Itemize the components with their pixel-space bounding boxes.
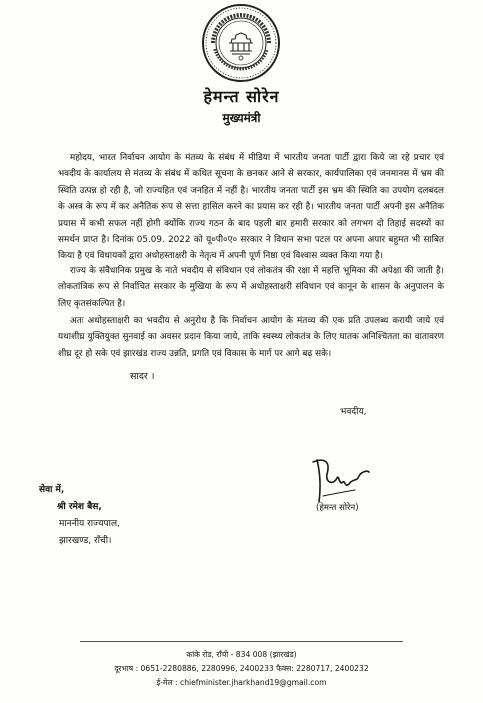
addressee-block [39, 482, 120, 550]
footer-phones: दूरभाष : 0651-2280886, 2280996, 2400233 फैक्स: 2280717, 2400232 [114, 664, 369, 673]
footer-address: कांके रोड, राँची - 834 008 (झारखंड) [186, 650, 297, 659]
addressee-name: श्री रमेश बैस, [57, 502, 102, 512]
state-emblem-logo [201, 3, 281, 83]
footer-divider [80, 641, 403, 642]
regards-text: सादर । [130, 371, 155, 382]
letterhead-name: हेमन्त सोरेन [203, 87, 280, 106]
letterhead-designation: मुख्यमंत्री [222, 111, 261, 125]
signer-name: (हेमन्त सोरेन) [316, 503, 359, 513]
body-paragraph-3: अतः अधोहस्ताक्षरी का भवदीय से अनुरोध है कि निर्वाचन आयोग के मंतव्य की एक प्रति उपलब्ध करायी जाये एवं यथाशीघ्र युक्तियुक्त सुनवाई का अवसर प्रदान किया जाये, ताकि स्वस्थ्य लोकतंत्र के लिए घातक अनिश्चितता का वातावरण शीघ्र दूर हो सके एवं झारखंड राज्य उन्नति, प्रगति एवं विकास के मार्ग पर आगे बढ़ सके। [58, 316, 444, 359]
body-paragraph-1: महोदय, भारत निर्वाचन आयोग के मंतव्य के संबंध में मीडिया में भारतीय जनता पार्टी द्वारा किये जा रहे प्रचार एवं भवदीय के कार्यालय से मंतव्य के संबंध में कथित सूचना के छनकर आने से सरकार, कार्यपालिका एवं जनमानस में भ्रम की स्थिति उत्पन्न हो रही है, जो राज्यहित एवं जनहित में नहीं है। भारतीय जनता पार्टी इस भ्रम की स्थिति का उपयोग दलबदल के अस्त्र के रूप में कर अनैतिक रूप से सत्ता हासिल करने का प्रयास कर रही है। भारतीय जनता पार्टी अपनी इस अनैतिक प्रयास में कभी सफल नहीं होगी क्योंकि राज्य गठन के बाद पहली बार हमारी सरकार को लगभग दो तिहाई सदस्यों का समर्थन प्राप्त है। दिनांक 05.09. 2022 को यू०पी०ए० सरकार ने विधान सभा पटल पर अपना अपार बहुमत भी साबित किया है एवं विधायकों द्वारा अधोहस्ताक्षरी के नेतृत्व में अपनी पूर्ण निष्ठा एवं विश्वास व्यक्त किया गया है। [58, 153, 444, 262]
footer-email: ई-मेल : chiefminister.jharkhand19@gmail.com [156, 678, 327, 687]
body-paragraph-2: राज्य के संवैधानिक प्रमुख के नाते भवदीय से संविधान एवं लोकतंत्र की रक्षा में महत्ति भूमिका की अपेक्षा की जाती है। लोकतांत्रिक रूप से निर्वाचित सरकार के मुखिया के रूप में अधोहस्ताक्षरी संविधान एवं कानून के शासन के अनुपालन के लिए कृतसंकल्पित है। [58, 266, 444, 309]
closing-salutation: भवदीय, [340, 407, 367, 417]
addressee-place: झारखण्ड, राँची। [59, 536, 112, 546]
addressee-title: माननीय राज्यपाल, [59, 519, 120, 529]
addressee-label: सेवा में, [39, 485, 65, 495]
